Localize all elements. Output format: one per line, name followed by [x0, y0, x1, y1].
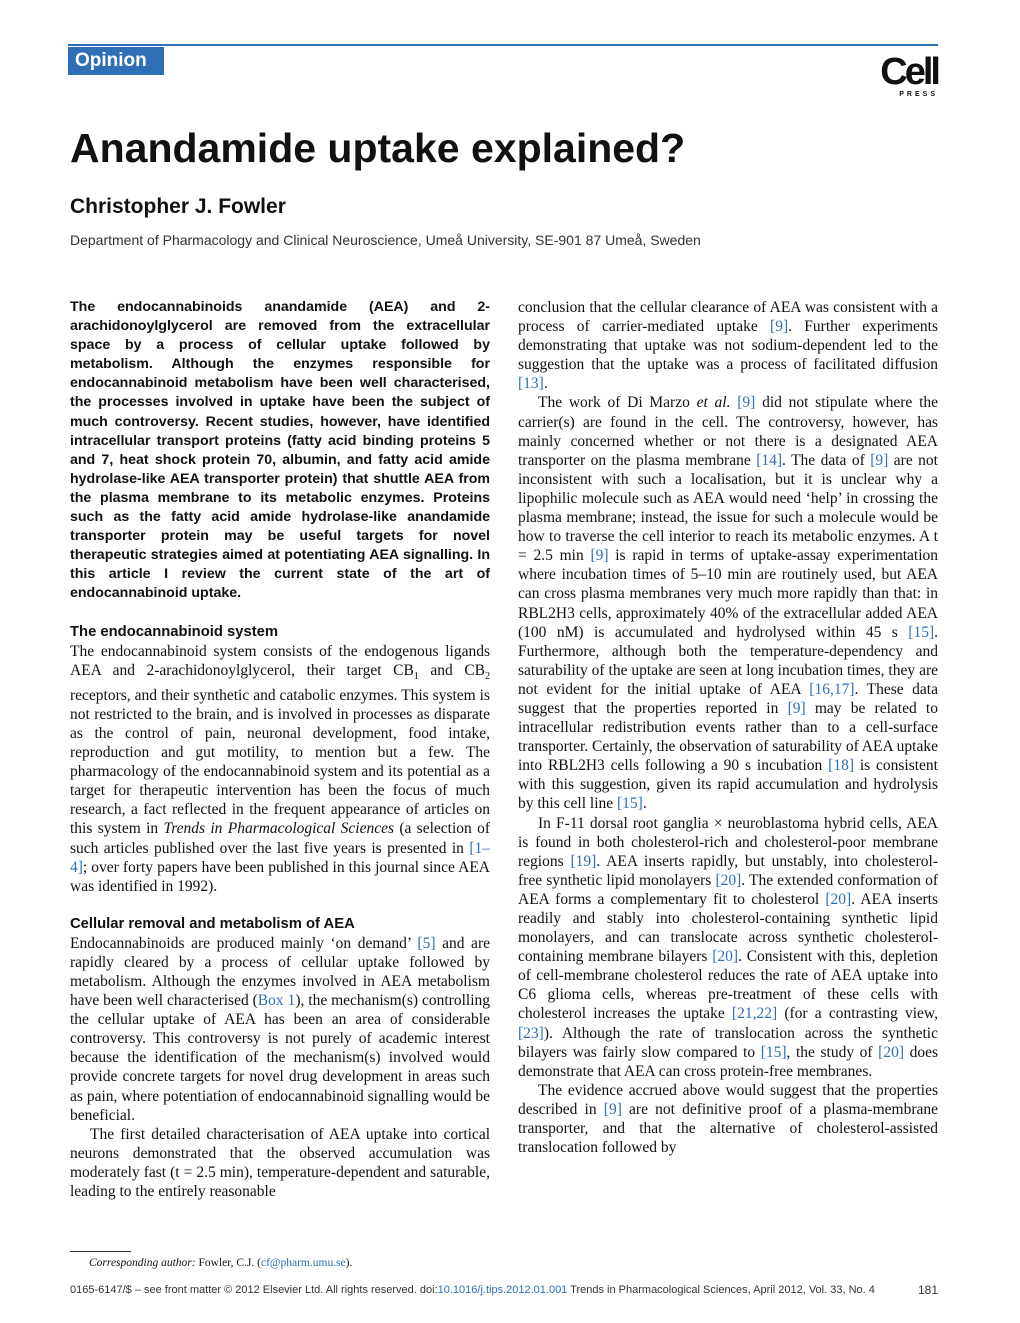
citation-link[interactable]: [20]	[712, 948, 739, 966]
journal-citation: Trends in Pharmacological Sciences, April 2012, Vol. 33, No. 4	[567, 1284, 875, 1296]
section-heading: Cellular removal and metabolism of AEA	[70, 915, 355, 932]
page-number: 181	[917, 1283, 938, 1297]
paragraph: Endocannabinoids are produced mainly ‘on demand’ [5] and are rapidly cleared by a process of cellular uptake followed by metabolism. Although the enzymes involved in AEA metabolism have been well characterised (Box 1), the mechanism(s) controlling the cellular uptake of AEA has been an area of considerable controversy. This controversy is not purely of academic interest because the identification of the mechanism(s) involved would provide concrete targets for novel drug development in areas such as pain, where potentiation of endocannabinoid signalling would be beneficial.	[70, 934, 491, 1124]
paragraph: The evidence accrued above would suggest that the properties described in [9] are not definitive proof of a plasma-membrane transporter, and that the alternative of cholesterol-assisted translocation followed by	[518, 1081, 938, 1157]
article-title: Anandamide uptake explained?	[70, 125, 686, 171]
citation-link[interactable]: [13]	[518, 375, 544, 393]
citation-link[interactable]: [15]	[908, 623, 935, 641]
section-tag: Opinion	[68, 47, 164, 75]
box-link[interactable]: Box 1	[257, 992, 296, 1010]
publisher-logo	[880, 51, 938, 99]
citation-link[interactable]: [15]	[617, 795, 643, 813]
citation-link[interactable]: [14]	[756, 451, 783, 469]
header-rule	[68, 44, 938, 46]
doi-link[interactable]: 10.1016/j.tips.2012.01.001	[437, 1284, 568, 1296]
citation-link[interactable]: [9]	[787, 699, 806, 717]
page-footer	[70, 1282, 938, 1298]
citation-link[interactable]: [20]	[878, 1043, 904, 1061]
citation-link[interactable]: [23]	[518, 1024, 544, 1042]
citation-link[interactable]: [20]	[715, 871, 742, 889]
copyright-text: 0165-6147/$ – see front matter © 2012 Elsevier Ltd. All rights reserved. doi:	[70, 1284, 438, 1296]
citation-link[interactable]: [5]	[417, 934, 436, 952]
section-heading: The endocannabinoid system	[70, 623, 279, 640]
citation-link[interactable]: [21,22]	[731, 1005, 778, 1023]
citation-link[interactable]: [9]	[590, 547, 609, 565]
right-column	[518, 298, 938, 1157]
citation-link[interactable]: [9]	[737, 394, 756, 412]
email-link[interactable]: cf@pharm.umu.se	[260, 1257, 346, 1269]
citation-link[interactable]: [9]	[603, 1100, 622, 1118]
citation-link[interactable]: [1–4]	[70, 839, 490, 876]
citation-link[interactable]: [9]	[870, 451, 889, 469]
paragraph: The work of Di Marzo et al. [9] did not stipulate where the carrier(s) are found in the cell. The controversy, however, has mainly concerned whether or not there is a designated AEA transporter on the plasma membrane [14]. The data of [9] are not inconsistent with such a localisation, but it is unclear why a lipophilic molecule such as AEA would need ‘help’ in crossing the plasma membrane; instead, the issue for such a molecule would be how to traverse the cell interior to reach its metabolic enzymes. A t = 2.5 min [9] is rapid in terms of uptake-assay experimentation where incubation times of 5–10 min are routinely used, but AEA can cross plasma membranes very much more rapidly than that: in RBL2H3 cells, approximately 40% of the extracellular added AEA (100 nM) is accumulated and hydrolysed within 45 s [15]. Furthermore, although both the temperature-dependency and saturability of the uptake are seen at long incubation times, they are not evident for the initial uptake of AEA [16,17]. These data suggest that the properties reported in [9] may be related to intracellular redistribution events rather than to a cell-surface transporter. Certainly, the observation of saturability of AEA uptake into RBL2H3 cells following a 90 s incubation [18] is consistent with this suggestion, given its rapid accumulation and hydrolysis by this cell line [15].	[518, 394, 939, 813]
logo-main: Cell	[880, 51, 938, 93]
paragraph: In F-11 dorsal root ganglia × neuroblastoma hybrid cells, AEA is found in both cholesterol-rich and cholesterol-poor membrane regions [19]. AEA inserts rapidly, but unstably, into cholesterol-free synthetic lipid monolayers [20]. The extended conformation of AEA forms a complementary fit to cholesterol [20]. AEA inserts readily and stably into cholesterol-containing synthetic lipid monolayers, and can translocate across synthetic cholesterol-containing membrane bilayers [20]. Consistent with this, depletion of cell-membrane cholesterol reduces the rate of AEA uptake into C6 glioma cells, whereas pre-treatment of these cells with cholesterol increases the uptake [21,22] (for a contrasting view, [23]). Although the rate of translocation across the synthetic bilayers was fairly slow compared to [15], the study of [20] does demonstrate that AEA can cross protein-free membranes.	[518, 814, 938, 1080]
citation-link[interactable]: [16,17]	[809, 680, 855, 698]
citation-link[interactable]: [19]	[570, 852, 597, 870]
citation-link[interactable]: [20]	[825, 890, 852, 908]
abstract: The endocannabinoids anandamide (AEA) and 2-arachidonoylglycerol are removed from the extracellular space by a process of cellular uptake followed by metabolism. Although the enzymes responsible for endocannabinoid metabolism have been well characterised, the processes involved in uptake have been the subject of much controversy. Recent studies, however, have identified intracellular transport proteins (fatty acid binding proteins 5 and 7, heat shock protein 70, albumin, and fatty acid amide hydrolase-like AEA transporter protein) that shuttle AEA from the plasma membrane to its metabolic enzymes. Proteins such as the fatty acid amide hydrolase-like anandamide transporter protein may be useful targets for novel therapeutic strategies aimed at potentiating AEA signalling. In this article I review the current state of the art of endocannabinoid uptake.	[70, 299, 490, 602]
footnote-rule	[70, 1251, 131, 1252]
citation-link[interactable]: [18]	[828, 757, 854, 775]
logo-sub: PRESS	[899, 91, 938, 98]
author-name: Christopher J. Fowler	[70, 195, 286, 218]
corresponding-author-note: Corresponding author: Fowler, C.J. (cf@pharm.umu.se).	[89, 1257, 353, 1269]
paragraph: The first detailed characterisation of AEA uptake into cortical neurons demonstrated that the observed accumulation was moderately fast (t = 2.5 min), temperature-dependent and saturable, leading to the entirely reasonable	[70, 1125, 490, 1201]
citation-link[interactable]: [15]	[760, 1043, 787, 1061]
left-column	[70, 298, 490, 1201]
paragraph: conclusion that the cellular clearance of AEA was consistent with a process of carrier-mediated uptake [9]. Further experiments demonstrating that uptake was not sodium-dependent led to the suggestion that the uptake was a process of facilitated diffusion [13].	[518, 299, 938, 393]
citation-link[interactable]: [9]	[770, 318, 789, 336]
paragraph: The endocannabinoid system consists of the endogenous ligands AEA and 2-arachidonoylglycerol, their target $CB_1$ and $CB_2$ receptors, and their synthetic and catabolic enzymes. This system is not restricted to the brain, and is involved in processes as disparate as the control of pain, neuronal development, food intake, reproduction and gut motility, to mention but a few. The pharmacology of the endocannabinoid system and its potential as a target for therapeutic intervention has been the focus of much research, a fact reflected in the frequent appearance of articles on this system in Trends in Pharmacological Sciences (a selection of such articles published over the last five years is presented in [1–4]; over forty papers have been published in this journal since AEA was identified in 1992).	[70, 642, 490, 895]
affiliation: Department of Pharmacology and Clinical Neuroscience, Umeå University, SE-901 87 Umeå, Sweden	[70, 232, 701, 248]
